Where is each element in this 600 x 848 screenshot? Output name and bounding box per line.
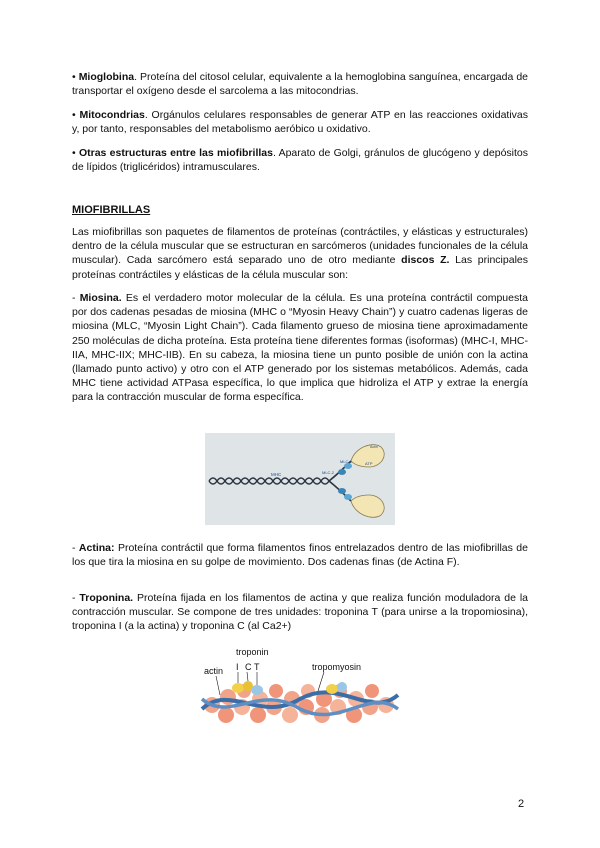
label-mlc2: MLC-2 <box>322 470 335 475</box>
label-troponin: troponin <box>236 647 269 657</box>
intro-term: discos Z. <box>401 254 450 267</box>
item-prefix: - <box>72 542 79 554</box>
item-term: Troponina. <box>79 592 134 604</box>
item-actina <box>72 541 528 569</box>
item-miosina <box>72 291 528 405</box>
item-text: Proteína contráctil que forma filamentos finos entrelazados dentro de las miofibrillas de los que tira la miosina en su golpe de movimiento. Dos cadenas finas (de Actina F). <box>72 542 528 569</box>
section-heading: MIOFIBRILLAS <box>72 204 151 216</box>
item-term: Miosina. <box>79 292 122 304</box>
bullet-text: . Proteína del citosol celular, equivalente a la hemoglobina sanguínea, encargada de transportar el oxígeno desde el sarcolema a las mitocondrias. <box>72 71 528 98</box>
label-mhc: MHC <box>271 472 282 477</box>
label-actin: actin <box>204 666 224 676</box>
bullet-text: . Orgánulos celulares responsables de generar ATP en las reacciones oxidativas y, por tanto, responsables del metabolismo aeróbico u oxidativo. <box>72 109 529 136</box>
troponin-complex-icon <box>337 682 347 692</box>
troponin-complex-icon <box>326 684 338 694</box>
intro-text: Las miofibrillas son paquetes de filamentos de proteínas (contráctiles, y elásticas y estructurales) dentro de la célula muscular que se estructuran en sarcómeros (unidades funcionales de la célula muscular). Cada sarcómero está separado uno de otro mediante <box>72 226 528 267</box>
myosin-diagram <box>205 433 395 525</box>
light-chain-icon <box>338 469 346 475</box>
bullet-otras-estructuras: • Otras estructuras entre las miofibrillas. Aparato de Golgi, gránulos de glucógeno y depósitos de lípidos (triglicéridos) intramusculares. <box>72 147 528 174</box>
item-term: Actina: <box>78 542 115 554</box>
troponin-i-icon <box>232 683 244 693</box>
label-c: C <box>245 662 252 672</box>
item-text: Es el verdadero motor molecular de la célula. Es una proteína contráctil compuesta por dos cadenas pesadas de miosina (MHC o “Myosin Heavy Chain”) y cuatro cadenas ligeras de miosina (MLC, “Myosin Light Chain”). Cada filamento grueso de miosina tiene aproximadamente 250 moléculas de dicha proteína. Esta proteína tiene diferentes formas (isoformas) (MHC-I, MHC-IIA, MHC-IIX; MHC-IIB). En su cabeza, la miosina tiene un punto posible de unión con la actina (llamado punto activo) y otro con el ATP generado por los sistemas metabólicos. Además, cada MHC tiene actividad ATPasa específica, lo que implica que hidroliza el ATP y extrae la energía para la contracción muscular de forma específica. <box>72 292 528 404</box>
label-t: T <box>254 662 260 672</box>
troponin-diagram <box>200 643 400 739</box>
troponin-t-icon <box>251 685 263 695</box>
label-atp: ATP <box>365 461 373 466</box>
label-mlc1: MLC-1 <box>340 459 353 464</box>
page-number: 2 <box>518 798 525 810</box>
bullet-term: Mitocondrias <box>79 109 145 121</box>
bullet-text: . Aparato de Golgi, gránulos de glucógeno y depósitos de lípidos (triglicéridos) intramusculares. <box>72 147 528 174</box>
item-prefix: - <box>72 592 80 604</box>
label-actin-site: Actin <box>370 445 378 449</box>
bullet-mitocondrias: • Mitocondrias. Orgánulos celulares responsables de generar ATP en las reacciones oxidativas y, por tanto, responsables del metabolismo aeróbico u oxidativo. <box>72 109 529 136</box>
item-text: Proteína fijada en los filamentos de actina y que realiza función moduladora de la contracción muscular. Se compone de tres unidades: troponina T (para unirse a la tropomiosina), troponina I (a la actina) y troponina C (al Ca2+) <box>72 592 528 633</box>
label-i: I <box>236 662 239 672</box>
bullet-term: Mioglobina <box>78 71 135 83</box>
intro-paragraph <box>72 225 528 282</box>
light-chain-icon <box>338 488 346 494</box>
bullet-term: Otras estructuras entre las miofibrillas <box>78 147 273 159</box>
item-prefix: - <box>72 292 80 304</box>
label-tropomyosin: tropomyosin <box>312 662 362 672</box>
intro-text-end: Las principales proteínas contráctiles y elásticas de la célula muscular son: <box>72 254 528 281</box>
bullet-mioglobina: • Mioglobina. Proteína del citosol celular, equivalente a la hemoglobina sanguínea, encargada de transportar el oxígeno desde el sarcolema a las mitocondrias. <box>72 71 528 98</box>
item-troponina <box>72 591 528 634</box>
light-chain-icon <box>344 494 352 500</box>
